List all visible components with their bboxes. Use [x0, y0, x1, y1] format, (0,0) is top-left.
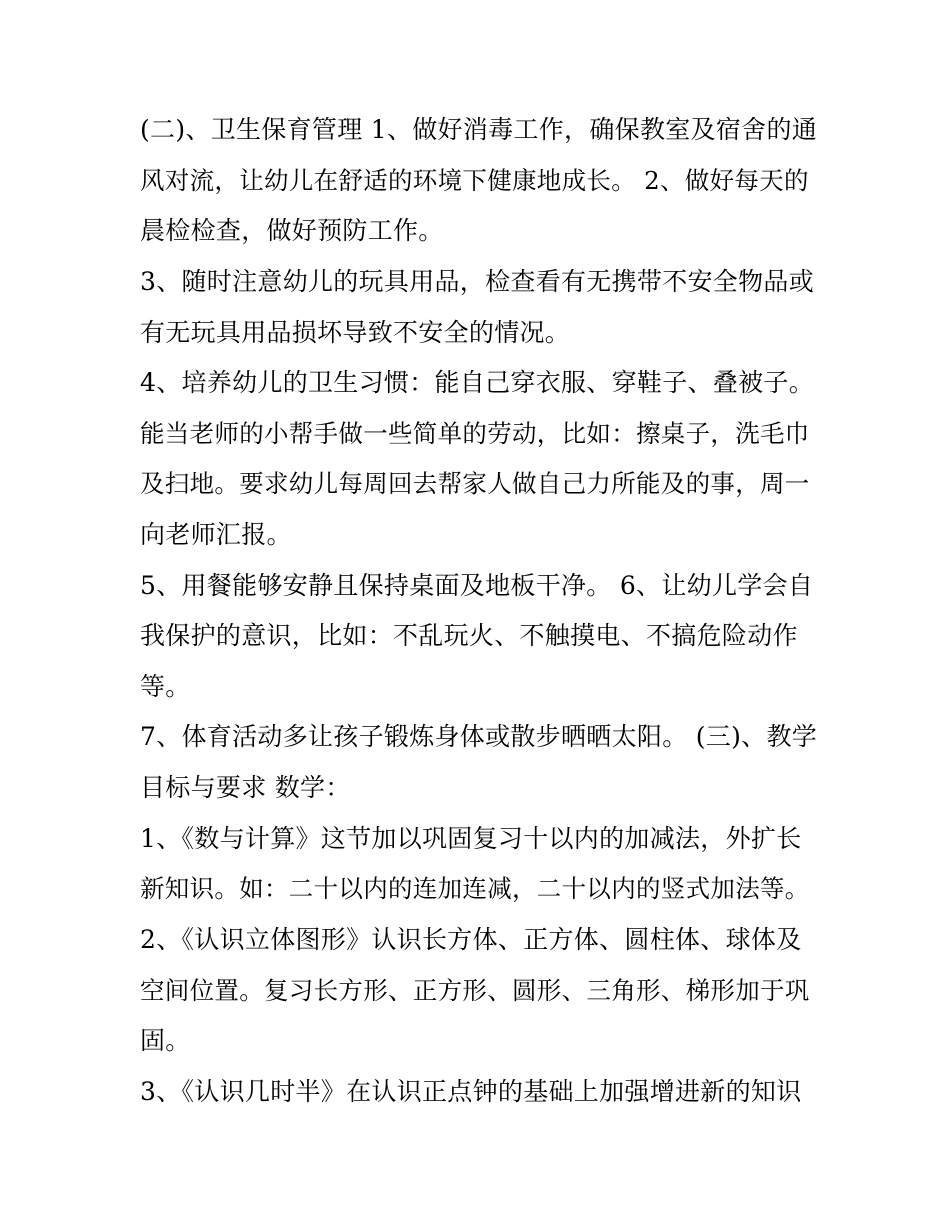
text-line: 5、用餐能够安静且保持桌面及地板干净。 6、让幼儿学会自 — [140, 571, 814, 600]
text-line: 向老师汇报。 — [140, 520, 292, 549]
text-line: 我保护的意识，比如：不乱玩火、不触摸电、不搞危险动作 — [140, 621, 798, 650]
text-line: (二)、卫生保育管理 1、做好消毒工作，确保教室及宿舍的通 — [140, 115, 818, 144]
text-line: 1、《数与计算》这节加以巩固复习十以内的加减法，外扩长 — [140, 824, 802, 853]
text-line: 7、体育活动多让孩子锻炼身体或散步晒晒太阳。 (三)、教学 — [140, 722, 818, 751]
text-line: 及扫地。要求幼儿每周回去帮家人做自己力所能及的事，周一 — [140, 469, 810, 498]
text-line: 空间位置。复习长方形、正方形、圆形、三角形、梯形加于巩 — [140, 976, 810, 1005]
text-line: 3、随时注意幼儿的玩具用品，检查看有无携带不安全物品或 — [140, 267, 815, 296]
text-line: 目标与要求 数学： — [140, 773, 351, 802]
text-line: 晨检检查，做好预防工作。 — [140, 216, 444, 245]
text-line: 等。 — [140, 672, 191, 701]
text-line: 4、培养幼儿的卫生习惯：能自己穿衣服、穿鞋子、叠被子。 — [140, 368, 815, 397]
text-line: 3、《认识几时半》在认识正点钟的基础上加强增进新的知识 — [140, 1077, 802, 1106]
text-line: 固。 — [140, 1026, 191, 1055]
text-line: 能当老师的小帮手做一些简单的劳动，比如：擦桌子，洗毛巾 — [140, 419, 810, 448]
text-line: 新知识。如：二十以内的连加连减，二十以内的竖式加法等。 — [140, 874, 810, 903]
text-line: 有无玩具用品损坏导致不安全的情况。 — [140, 318, 571, 347]
text-line: 2、《认识立体图形》认识长方体、正方体、圆柱体、球体及 — [140, 925, 802, 954]
text-line: 风对流，让幼儿在舒适的环境下健康地成长。 2、做好每天的 — [140, 166, 809, 195]
